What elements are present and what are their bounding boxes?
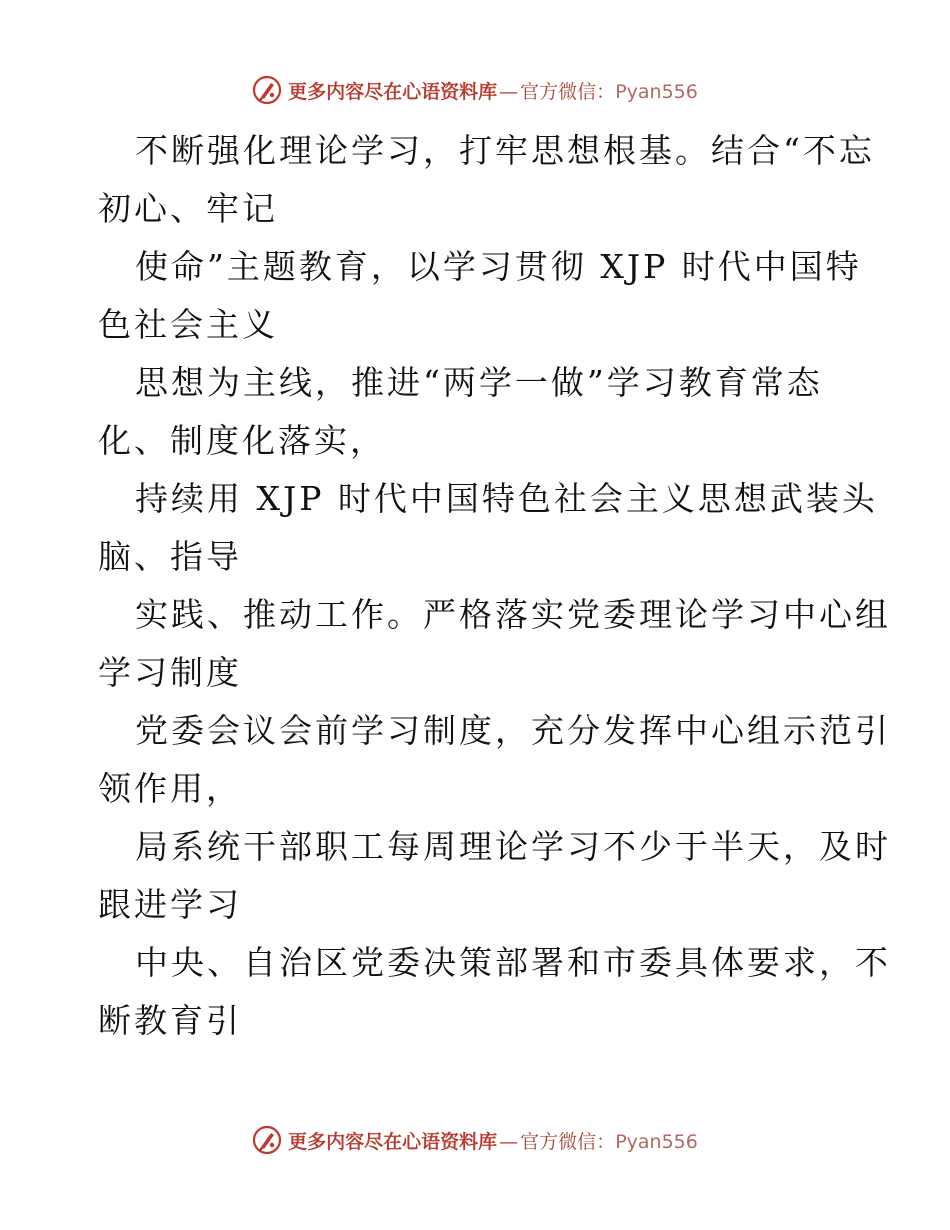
text-line: 学习制度 — [98, 653, 242, 692]
footer-banner-text — [288, 1127, 698, 1154]
text-line: 色社会主义 — [98, 305, 278, 344]
header-banner-content — [252, 75, 698, 105]
text-line: 脑、指导 — [98, 537, 242, 576]
text-line: 初心、牢记 — [98, 189, 278, 228]
text-line: 思想为主线，推进“两学一做”学习教育常态 — [135, 363, 823, 402]
quill-pen-logo-icon — [252, 1125, 282, 1155]
footer-banner-content — [252, 1125, 698, 1155]
header-wechat-id: Pyan556 — [615, 80, 698, 103]
text-line: 不断强化理论学习，打牢思想根基。结合“不忘 — [135, 131, 875, 170]
footer-dash: — — [499, 1130, 519, 1153]
header-dash: — — [499, 80, 519, 103]
footer-contact-label: 官方微信： — [520, 1130, 616, 1153]
header-contact-label: 官方微信： — [520, 80, 616, 103]
quill-pen-logo-icon — [252, 75, 282, 105]
text-line: 局系统干部职工每周理论学习不少于半天，及时 — [135, 827, 891, 866]
footer-wechat-id: Pyan556 — [615, 1130, 698, 1153]
header-banner — [0, 70, 950, 110]
text-line: 党委会议会前学习制度，充分发挥中心组示范引 — [135, 711, 891, 750]
text-line: 化、制度化落实， — [98, 421, 386, 460]
text-line: 跟进学习 — [98, 885, 242, 924]
text-line: 实践、推动工作。严格落实党委理论学习中心组 — [135, 595, 891, 634]
footer-library-text: 更多内容尽在心语资料库 — [288, 1130, 498, 1153]
text-line: 使命”主题教育，以学习贯彻 XJP 时代中国特 — [135, 247, 862, 286]
text-line: 持续用 XJP 时代中国特色社会主义思想武装头 — [135, 479, 878, 518]
text-line: 中央、自治区党委决策部署和市委具体要求，不 — [135, 943, 891, 982]
footer-banner — [0, 1120, 950, 1160]
document-body — [98, 122, 891, 1050]
text-line: 断教育引 — [98, 1001, 242, 1040]
text-line: 领作用， — [98, 769, 242, 808]
header-banner-text — [288, 77, 698, 104]
header-library-text: 更多内容尽在心语资料库 — [288, 80, 498, 103]
